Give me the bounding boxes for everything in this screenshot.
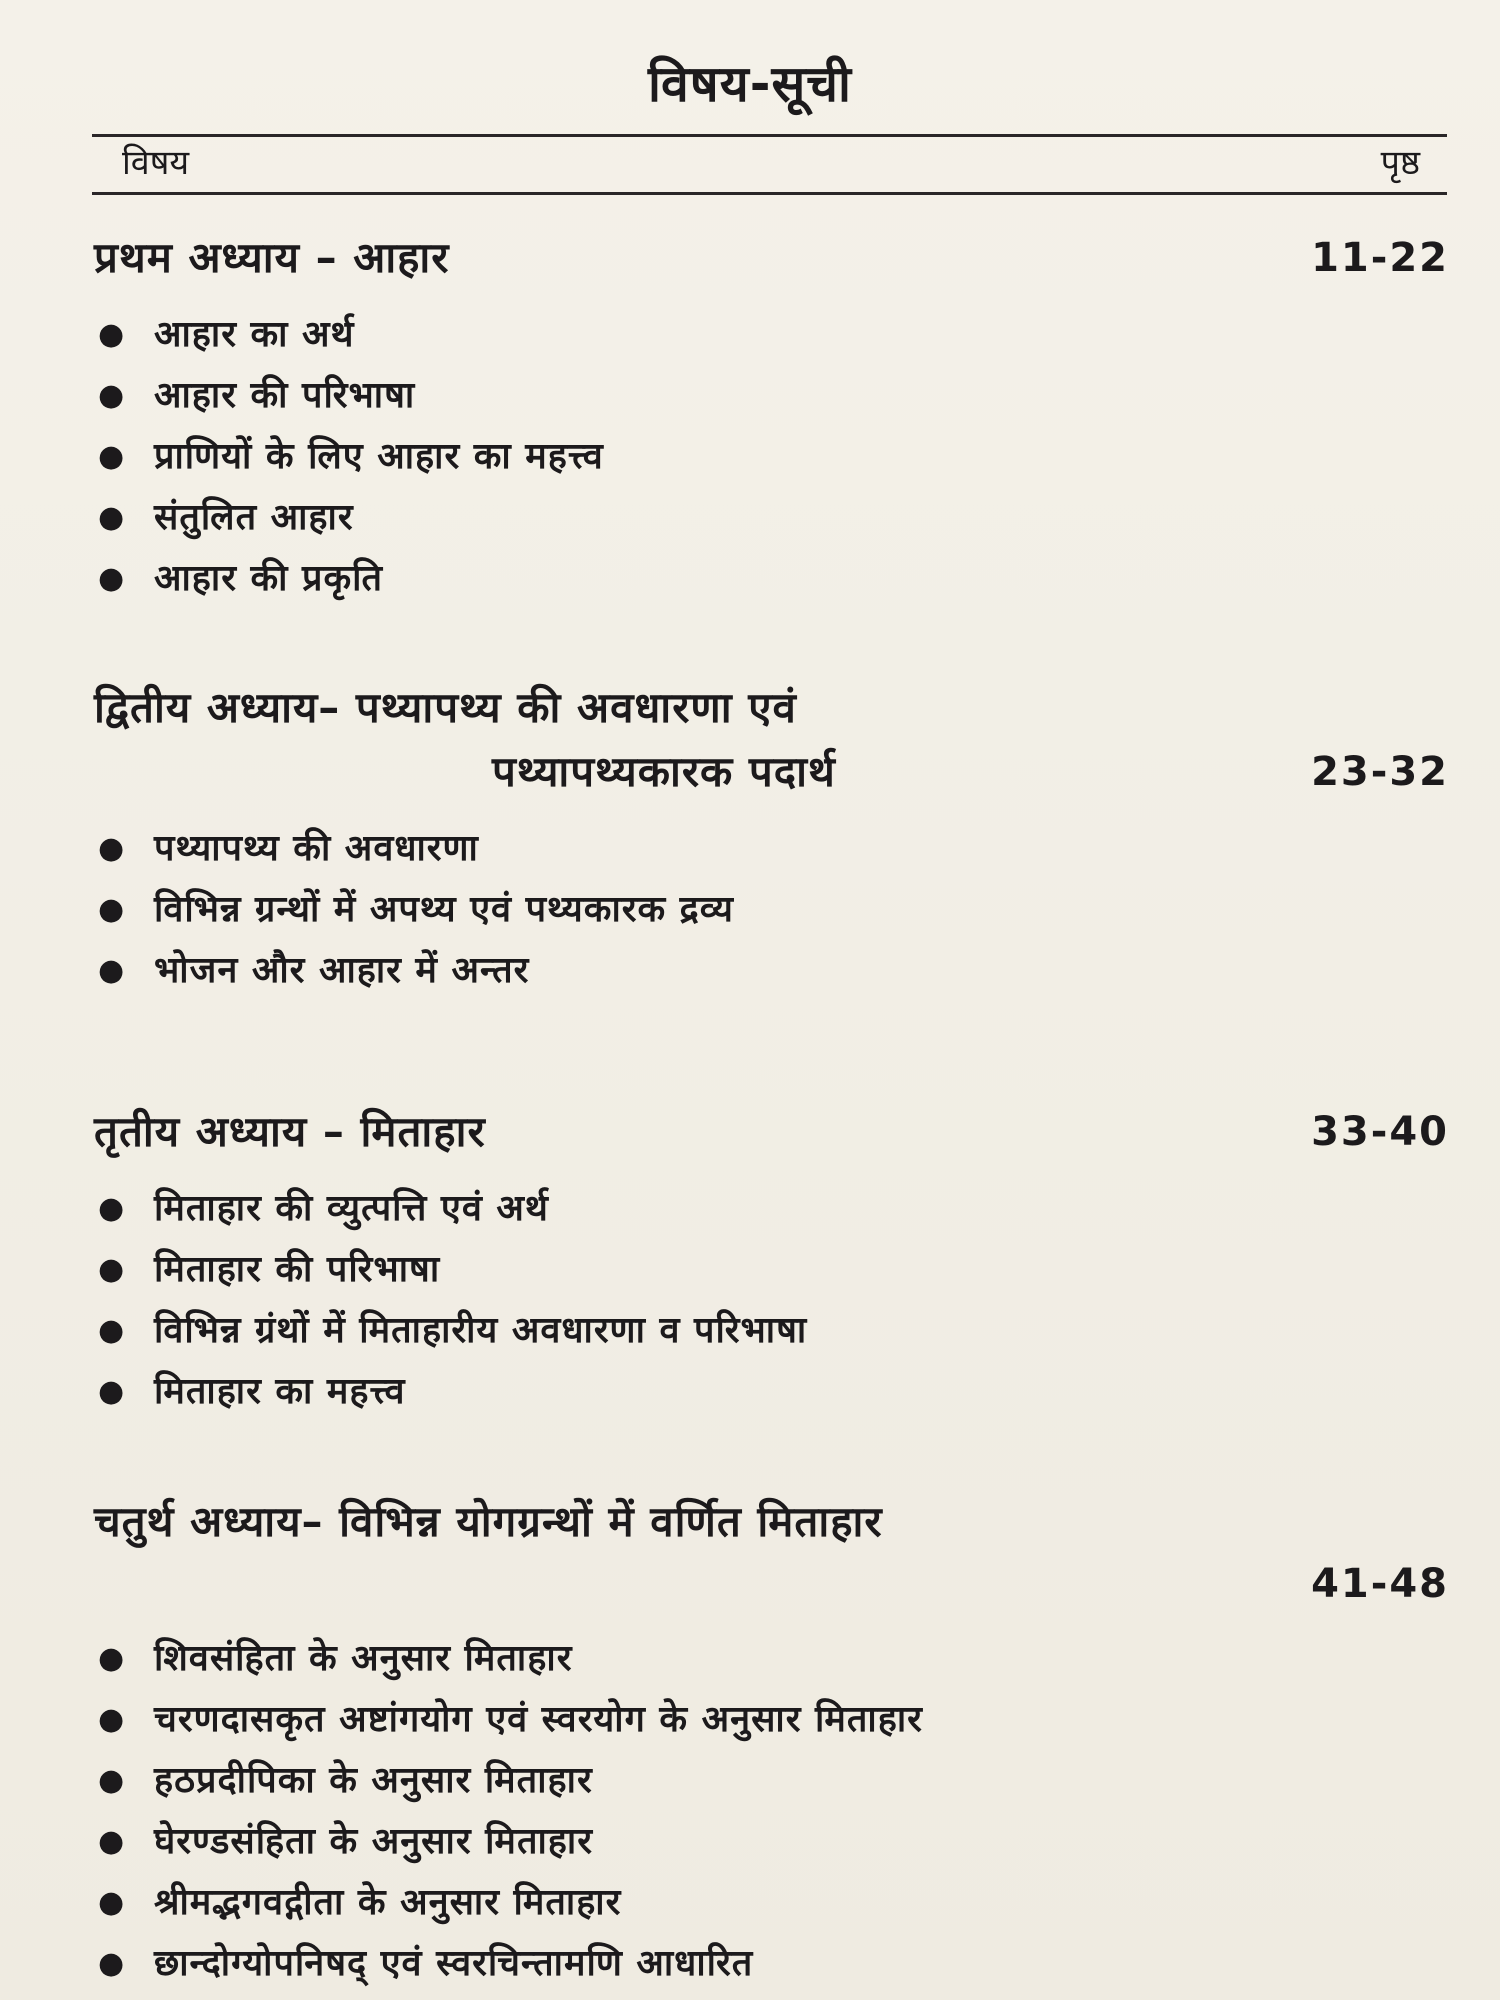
list-item: ● श्रीमद्भगवद्गीता के अनुसार मिताहार (94, 1872, 1449, 1933)
header-bottom-rule (92, 192, 1447, 195)
list-item: ● आहार की परिभाषा (94, 365, 1449, 426)
chapter-page-range: 23-32 (1311, 749, 1449, 795)
chapter-heading (94, 1490, 1449, 1554)
chapter-4 (94, 1490, 1449, 1994)
bullet-icon: ● (98, 1824, 126, 1859)
chapter-title-continued: पथ्यापथ्यकारक पदार्थ (492, 747, 836, 796)
chapter-page-range: 33-40 (1311, 1109, 1449, 1155)
chapter-3 (94, 1100, 1449, 1422)
column-header-page: पृष्ठ (1380, 143, 1420, 183)
list-item: ● आहार की प्रकृति (94, 548, 1449, 609)
page-title: विषय-सूची (648, 55, 852, 113)
chapter-title: चतुर्थ अध्याय– विभिन्न योगग्रन्थों में वर्णित मिताहार (94, 1497, 883, 1546)
list-item: ● आहार का अर्थ (94, 304, 1449, 365)
list-item: ● छान्दोग्योपनिषद् एवं स्वरचिन्तामणि आधारित (94, 1933, 1449, 1994)
chapter-heading (94, 226, 1449, 290)
list-item: ● पथ्यापथ्य की अवधारणा (94, 818, 1449, 879)
bullet-icon: ● (98, 1313, 126, 1348)
bullet-icon: ● (98, 953, 126, 988)
header-top-rule (92, 134, 1447, 137)
list-item: ● संतुलित आहार (94, 487, 1449, 548)
bullet-icon: ● (98, 1641, 126, 1676)
list-item: ● विभिन्न ग्रन्थों में अपथ्य एवं पथ्यकारक द्रव्य (94, 879, 1449, 940)
bullet-icon: ● (98, 500, 126, 535)
list-item: ● घेरण्डसंहिता के अनुसार मिताहार (94, 1811, 1449, 1872)
bullet-icon: ● (98, 1252, 126, 1287)
chapter-heading (94, 1100, 1449, 1164)
bullet-icon: ● (98, 831, 126, 866)
chapter-topic-list (94, 1628, 1449, 1994)
bullet-icon: ● (98, 1946, 126, 1981)
list-item: ● हठप्रदीपिका के अनुसार मिताहार (94, 1750, 1449, 1811)
chapter-topic-list (94, 818, 1449, 1001)
bullet-icon: ● (98, 1702, 126, 1737)
bullet-icon: ● (98, 892, 126, 927)
chapter-2 (94, 676, 1449, 1001)
list-item: ● मिताहार की व्युत्पत्ति एवं अर्थ (94, 1178, 1449, 1239)
list-item: ● मिताहार की परिभाषा (94, 1239, 1449, 1300)
chapter-1 (94, 226, 1449, 609)
chapter-title: तृतीय अध्याय – मिताहार (94, 1107, 486, 1156)
list-item: ● शिवसंहिता के अनुसार मिताहार (94, 1628, 1449, 1689)
list-item: ● प्राणियों के लिए आहार का महत्त्व (94, 426, 1449, 487)
chapter-title: द्वितीय अध्याय– पथ्यापथ्य की अवधारणा एवं (94, 683, 797, 732)
chapter-page-range-row (94, 1554, 1449, 1614)
bullet-icon: ● (98, 561, 126, 596)
list-item: ● चरणदासकृत अष्टांगयोग एवं स्वरयोग के अनुसार मिताहार (94, 1689, 1449, 1750)
chapter-page-range: 11-22 (1311, 235, 1449, 281)
list-item: ● विभिन्न ग्रंथों में मिताहारीय अवधारणा व परिभाषा (94, 1300, 1449, 1361)
bullet-icon: ● (98, 1763, 126, 1798)
bullet-icon: ● (98, 378, 126, 413)
list-item: ● मिताहार का महत्त्व (94, 1361, 1449, 1422)
bullet-icon: ● (98, 439, 126, 474)
chapter-topic-list (94, 304, 1449, 609)
bullet-icon: ● (98, 1191, 126, 1226)
bullet-icon: ● (98, 1374, 126, 1409)
column-header-subject: विषय (122, 143, 190, 183)
chapter-heading (94, 676, 1449, 740)
chapter-title: प्रथम अध्याय – आहार (94, 233, 450, 282)
list-item: ● भोजन और आहार में अन्तर (94, 940, 1449, 1001)
chapter-heading-continued (94, 740, 1449, 804)
bullet-icon: ● (98, 1885, 126, 1920)
bullet-icon: ● (98, 317, 126, 352)
chapter-page-range: 41-48 (1311, 1561, 1449, 1607)
chapter-topic-list (94, 1178, 1449, 1422)
